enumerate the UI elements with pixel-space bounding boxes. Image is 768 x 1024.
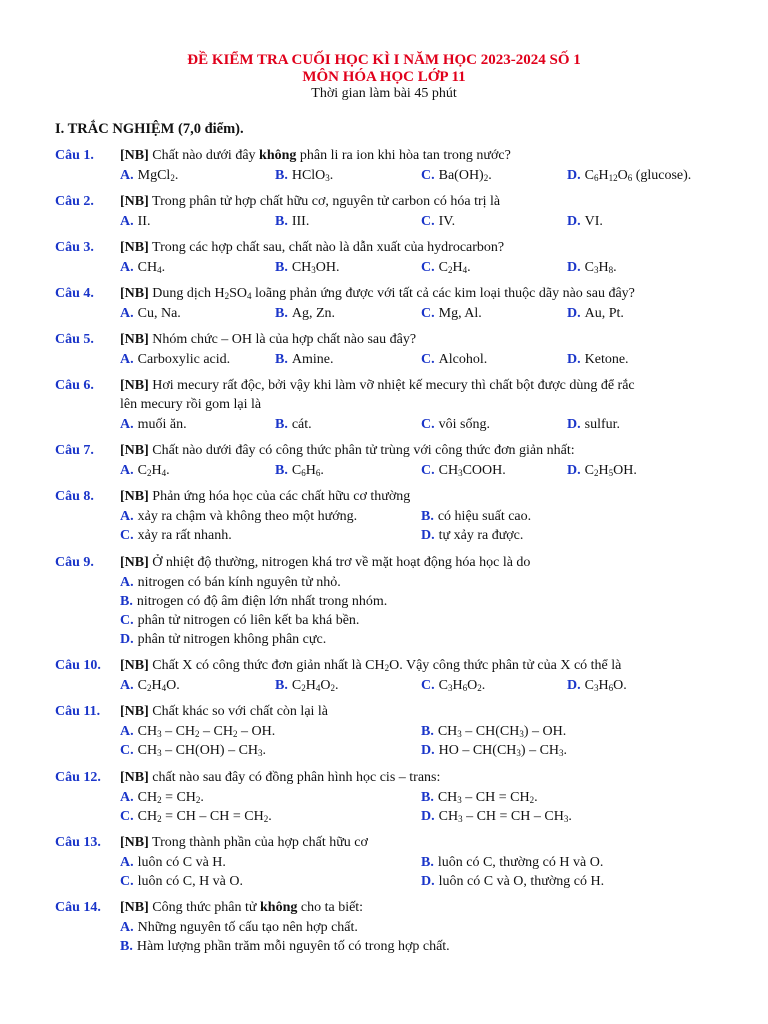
- option-text: luôn có C, thường có H và O.: [437, 855, 604, 870]
- level-tag: [NB]: [120, 770, 149, 785]
- question-text: [120, 770, 440, 786]
- level-tag: [NB]: [120, 555, 149, 570]
- option-letter: B.: [275, 417, 288, 432]
- option-d[interactable]: [567, 306, 624, 322]
- option-d[interactable]: [421, 874, 604, 890]
- time-note: Thời gian làm bài 45 phút: [311, 86, 457, 101]
- question-text: [120, 378, 635, 394]
- option-letter: D.: [567, 260, 581, 275]
- option-letter: D.: [567, 678, 581, 693]
- option-letter: B.: [275, 463, 288, 478]
- option-letter: C.: [421, 463, 435, 478]
- question-label: Câu 4.: [55, 286, 94, 301]
- option-text: II.: [137, 214, 151, 229]
- option-text: $C_2H_4$.: [438, 260, 471, 275]
- option-text: Cu, Na.: [137, 306, 181, 321]
- option-letter: B.: [275, 168, 288, 183]
- option-text: $CH_3$ – CH = CH – $CH_3$.: [438, 809, 572, 824]
- option-b[interactable]: [421, 790, 538, 806]
- option-letter: D.: [567, 352, 581, 367]
- question-label: Câu 5.: [55, 332, 94, 347]
- option-d[interactable]: [567, 678, 627, 694]
- option-a[interactable]: [120, 260, 165, 276]
- question-label: Câu 11.: [55, 704, 101, 719]
- question-label: Câu 10.: [55, 658, 101, 673]
- level-tag: [NB]: [120, 835, 149, 850]
- option-letter: A.: [120, 509, 134, 524]
- option-text: $C_2H_4$.: [137, 463, 170, 478]
- question-text-part: Công thức phân tử: [148, 900, 261, 915]
- level-tag: [NB]: [120, 658, 149, 673]
- option-text: luôn có C và O, thường có H.: [438, 874, 605, 889]
- option-letter: D.: [567, 417, 581, 432]
- question-text: [120, 148, 511, 164]
- option-d[interactable]: [421, 809, 572, 825]
- question-text-part: Hơi mecury rất độc, bởi vậy khi làm vỡ nhiệt kế mecury thì chất bột được dùng để rắc: [148, 378, 635, 393]
- option-b[interactable]: [275, 678, 338, 694]
- question-emphasis: không: [260, 900, 298, 915]
- option-c[interactable]: [421, 260, 471, 276]
- question-label: Câu 2.: [55, 194, 94, 209]
- level-tag: [NB]: [120, 489, 149, 504]
- option-text: nitrogen có độ âm điện lớn nhất trong nhóm.: [136, 594, 388, 609]
- option-a[interactable]: [120, 306, 181, 322]
- question-text-part: Trong thành phần của hợp chất hữu cơ: [148, 835, 368, 850]
- question-label: Câu 3.: [55, 240, 94, 255]
- option-letter: A.: [120, 463, 134, 478]
- question-text-part: Phản ứng hóa học của các chất hữu cơ thường: [148, 489, 411, 504]
- option-text: HClO$_3$.: [291, 168, 334, 183]
- question-emphasis: không: [259, 148, 297, 163]
- option-text: IV.: [438, 214, 456, 229]
- question-label: Câu 1.: [55, 148, 94, 163]
- option-letter: C.: [421, 214, 435, 229]
- option-text: Carboxylic acid.: [137, 352, 231, 367]
- option-text: $C_3H_8$.: [584, 260, 617, 275]
- option-letter: C.: [421, 168, 435, 183]
- option-letter: B.: [421, 855, 434, 870]
- option-a[interactable]: [120, 920, 358, 936]
- option-letter: D.: [421, 874, 435, 889]
- option-letter: B.: [421, 790, 434, 805]
- option-letter: A.: [120, 306, 134, 321]
- option-a[interactable]: [120, 855, 226, 871]
- option-c[interactable]: [421, 168, 492, 184]
- option-text: $CH_3 - CH(OH) - CH_3$.: [137, 743, 267, 758]
- option-text: $C_2H_5OH$.: [584, 463, 637, 478]
- option-text: Au, Pt.: [584, 306, 624, 321]
- option-c[interactable]: [421, 678, 485, 694]
- option-text: cát.: [291, 417, 312, 432]
- option-letter: B.: [120, 594, 133, 609]
- question-label: Câu 9.: [55, 555, 94, 570]
- option-text: $CH_3OH$.: [291, 260, 340, 275]
- question-text-part: Nhóm chức – OH là của hợp chất nào sau đây?: [148, 332, 417, 347]
- option-letter: A.: [120, 724, 134, 739]
- option-letter: C.: [421, 352, 435, 367]
- option-b[interactable]: [275, 168, 333, 184]
- option-letter: C.: [421, 260, 435, 275]
- option-letter: B.: [275, 214, 288, 229]
- option-b[interactable]: [275, 214, 309, 230]
- option-letter: B.: [275, 678, 288, 693]
- option-b[interactable]: [275, 306, 335, 322]
- option-b[interactable]: [275, 463, 324, 479]
- option-letter: C.: [120, 528, 134, 543]
- option-c[interactable]: [120, 613, 359, 629]
- option-letter: C.: [421, 678, 435, 693]
- option-text: $CH_3$ – CH = $CH_2$.: [437, 790, 538, 805]
- option-letter: D.: [421, 809, 435, 824]
- question-text: [120, 194, 500, 210]
- question-text-part: Chất X có công thức đơn giản nhất là $CH_2O$. Vậy công thức phân tử của X có thể là: [148, 658, 622, 673]
- option-c[interactable]: [421, 306, 482, 322]
- option-text: Mg, Al.: [438, 306, 482, 321]
- option-letter: B.: [275, 260, 288, 275]
- option-text: Amine.: [291, 352, 334, 367]
- option-text: $C_2H_4O_2$.: [291, 678, 339, 693]
- option-letter: C.: [120, 809, 134, 824]
- option-letter: A.: [120, 260, 134, 275]
- option-letter: A.: [120, 920, 134, 935]
- option-text: $C_3H_6O$.: [584, 678, 627, 693]
- question-text-continued: lên mecury rồi gom lại là: [120, 397, 262, 412]
- option-a[interactable]: [120, 168, 178, 184]
- option-c[interactable]: [421, 417, 490, 433]
- option-text: HO – $CH(CH_3) - CH_3$.: [438, 743, 568, 758]
- option-a[interactable]: [120, 214, 150, 230]
- option-text: muối ăn.: [137, 417, 187, 432]
- question-label: Câu 7.: [55, 443, 94, 458]
- option-text: MgCl$_2$.: [137, 168, 179, 183]
- option-text: Hàm lượng phần trăm mỗi nguyên tố có trong hợp chất.: [136, 939, 450, 954]
- option-a[interactable]: [120, 678, 180, 694]
- question-text-part: Chất khác so với chất còn lại là: [148, 704, 329, 719]
- question-text-part: chất nào sau đây có đồng phân hình học cis – trans:: [148, 770, 441, 785]
- question-text: [120, 286, 635, 302]
- question-text: [120, 332, 416, 348]
- option-letter: C.: [421, 417, 435, 432]
- option-c[interactable]: [421, 463, 506, 479]
- option-c[interactable]: [120, 743, 266, 759]
- question-text: [120, 489, 410, 505]
- question-text: [120, 240, 504, 256]
- question-text-part: cho ta biết:: [297, 900, 364, 915]
- option-a[interactable]: [120, 790, 204, 806]
- question-text-part: Dung dịch $H_2SO_4$ loãng phản ứng được với tất cả các kim loại thuộc dãy nào sau đây?: [148, 286, 635, 301]
- option-b[interactable]: [275, 417, 312, 433]
- option-letter: A.: [120, 855, 134, 870]
- question-text: [120, 900, 363, 916]
- option-text: Ag, Zn.: [291, 306, 336, 321]
- option-a[interactable]: [120, 724, 275, 740]
- question-text-part: Ở nhiệt độ thường, nitrogen khá trơ về mặt hoạt động hóa học là do: [148, 555, 531, 570]
- level-tag: [NB]: [120, 443, 149, 458]
- option-letter: D.: [567, 168, 581, 183]
- level-tag: [NB]: [120, 286, 149, 301]
- option-text: luôn có C và H.: [137, 855, 226, 870]
- option-d[interactable]: [567, 417, 620, 433]
- option-b[interactable]: [275, 352, 333, 368]
- option-text: $C_6H_{12}O_6$ (glucose).: [584, 168, 692, 183]
- option-text: luôn có C, H và O.: [137, 874, 244, 889]
- option-text: III.: [291, 214, 310, 229]
- option-letter: B.: [275, 306, 288, 321]
- option-b[interactable]: [421, 509, 531, 525]
- option-d[interactable]: [421, 743, 567, 759]
- option-letter: B.: [275, 352, 288, 367]
- option-d[interactable]: [120, 632, 326, 648]
- option-letter: A.: [120, 214, 134, 229]
- option-text: $CH_3 - CH(CH_3)$ – OH.: [437, 724, 567, 739]
- option-d[interactable]: [567, 168, 691, 184]
- option-letter: D.: [421, 528, 435, 543]
- option-letter: D.: [567, 214, 581, 229]
- option-letter: B.: [421, 509, 434, 524]
- option-text: $C_2H_4O$.: [137, 678, 180, 693]
- option-b[interactable]: [421, 855, 603, 871]
- option-letter: D.: [421, 743, 435, 758]
- exam-title: ĐỀ KIỂM TRA CUỐI HỌC KÌ I NĂM HỌC 2023-2024 SỐ 1: [187, 52, 581, 68]
- option-text: có hiệu suất cao.: [437, 509, 532, 524]
- option-text: Ketone.: [584, 352, 629, 367]
- question-text-part: Chất nào dưới đây có công thức phân tử trùng với công thức đơn giản nhất:: [148, 443, 575, 458]
- option-a[interactable]: [120, 352, 230, 368]
- option-a[interactable]: [120, 417, 187, 433]
- option-a[interactable]: [120, 575, 341, 591]
- option-text: $Ba(OH)_2$.: [438, 168, 492, 183]
- question-label: Câu 14.: [55, 900, 101, 915]
- option-letter: C.: [120, 613, 134, 628]
- option-d[interactable]: [567, 214, 603, 230]
- subject-title: MÔN HÓA HỌC LỚP 11: [302, 69, 466, 85]
- option-text: $CH_3COOH$.: [438, 463, 506, 478]
- question-text: [120, 704, 328, 720]
- question-label: Câu 6.: [55, 378, 94, 393]
- option-text: phân tử nitrogen không phân cực.: [137, 632, 327, 647]
- option-a[interactable]: [120, 509, 357, 525]
- option-text: nitrogen có bán kính nguyên tử nhỏ.: [137, 575, 341, 590]
- option-c[interactable]: [120, 874, 243, 890]
- option-letter: A.: [120, 417, 134, 432]
- option-text: $CH_4$.: [137, 260, 166, 275]
- question-text: [120, 835, 368, 851]
- option-text: Alcohol.: [438, 352, 488, 367]
- question-text-part: Trong các hợp chất sau, chất nào là dẫn xuất của hydrocarbon?: [148, 240, 505, 255]
- question-text-part: Trong phân tử hợp chất hữu cơ, nguyên tử carbon có hóa trị là: [148, 194, 501, 209]
- question-text-part: phân li ra ion khi hòa tan trong nước?: [296, 148, 511, 163]
- option-b[interactable]: [120, 594, 387, 610]
- option-letter: B.: [421, 724, 434, 739]
- level-tag: [NB]: [120, 332, 149, 347]
- question-text: [120, 658, 621, 674]
- question-label: Câu 13.: [55, 835, 101, 850]
- option-letter: D.: [567, 463, 581, 478]
- option-c[interactable]: [421, 214, 455, 230]
- level-tag: [NB]: [120, 704, 149, 719]
- option-text: xảy ra chậm và không theo một hướng.: [137, 509, 358, 524]
- option-c[interactable]: [120, 528, 232, 544]
- option-letter: A.: [120, 790, 134, 805]
- option-text: Những nguyên tố cấu tạo nên hợp chất.: [137, 920, 358, 935]
- option-letter: A.: [120, 168, 134, 183]
- level-tag: [NB]: [120, 900, 149, 915]
- option-text: phân tử nitrogen có liên kết ba khá bền.: [137, 613, 360, 628]
- option-text: VI.: [584, 214, 603, 229]
- option-letter: D.: [567, 306, 581, 321]
- option-letter: B.: [120, 939, 133, 954]
- option-b[interactable]: [120, 939, 450, 955]
- option-text: $CH_2$ = CH – CH = $CH_2$.: [137, 809, 272, 824]
- question-label: Câu 12.: [55, 770, 101, 785]
- option-d[interactable]: [421, 528, 523, 544]
- option-c[interactable]: [120, 809, 272, 825]
- option-a[interactable]: [120, 463, 170, 479]
- question-label: Câu 8.: [55, 489, 94, 504]
- section-heading: I. TRẮC NGHIỆM (7,0 điểm).: [55, 121, 244, 137]
- level-tag: [NB]: [120, 378, 149, 393]
- option-text: $CH_2 = CH_2$.: [137, 790, 204, 805]
- option-b[interactable]: [275, 260, 340, 276]
- option-c[interactable]: [421, 352, 487, 368]
- option-letter: A.: [120, 352, 134, 367]
- option-letter: D.: [120, 632, 134, 647]
- option-text: xảy ra rất nhanh.: [137, 528, 232, 543]
- question-text-part: Chất nào dưới đây: [148, 148, 260, 163]
- option-d[interactable]: [567, 260, 617, 276]
- option-text: vôi sống.: [438, 417, 490, 432]
- level-tag: [NB]: [120, 148, 149, 163]
- option-text: $C_3H_6O_2$.: [438, 678, 486, 693]
- option-d[interactable]: [567, 352, 629, 368]
- level-tag: [NB]: [120, 240, 149, 255]
- option-letter: C.: [120, 743, 134, 758]
- option-b[interactable]: [421, 724, 566, 740]
- option-text: tự xảy ra được.: [438, 528, 524, 543]
- option-letter: A.: [120, 575, 134, 590]
- option-text: $CH_3 - CH_2 - CH_2$ – OH.: [137, 724, 276, 739]
- option-letter: C.: [421, 306, 435, 321]
- level-tag: [NB]: [120, 194, 149, 209]
- question-text: [120, 443, 575, 459]
- question-text: [120, 555, 530, 571]
- option-letter: A.: [120, 678, 134, 693]
- option-d[interactable]: [567, 463, 637, 479]
- option-text: $C_6H_6$.: [291, 463, 324, 478]
- option-text: sulfur.: [584, 417, 621, 432]
- option-letter: C.: [120, 874, 134, 889]
